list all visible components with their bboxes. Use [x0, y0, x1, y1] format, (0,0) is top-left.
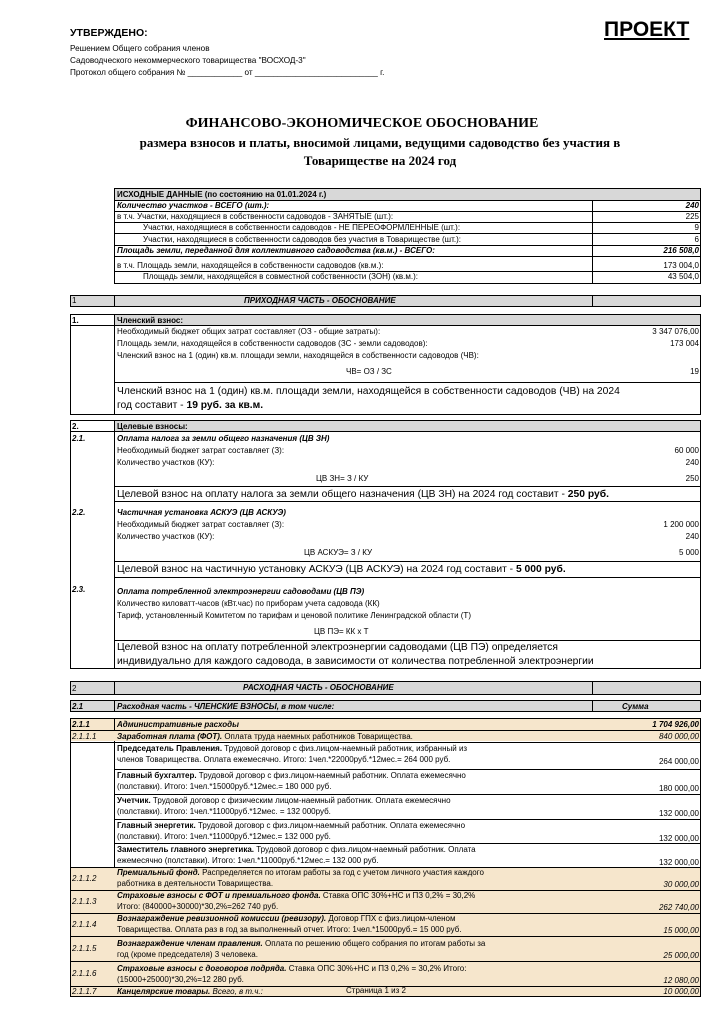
- staff-text: Трудовой договор с физ.лицом-наемный работник. Оплата ежемесячно: [195, 821, 466, 830]
- initial-data-heading: ИСХОДНЫЕ ДАННЫЕ (по состоянию на 01.01.2024 г.): [117, 190, 327, 199]
- expense-item-text: Ставка ОПС 30%+НС и ПЗ 0,2% = 30,2%: [320, 891, 476, 900]
- expense-item-title: Вознаграждение ревизионной комиссии (ревизору).: [117, 914, 327, 923]
- target-item-title: Оплата налога за земли общего назначения (ЦВ ЗН): [117, 434, 330, 443]
- staff-row-recorder: [117, 796, 451, 806]
- target-row-label: Тариф, установленный Комитетом по тарифам и ценовой политике Ленинградской области (Т): [117, 611, 471, 620]
- member-result-amount: 19 руб. за кв.м.: [186, 399, 264, 411]
- initial-row-value: 173 004,0: [663, 261, 699, 270]
- target-result-line-1: Целевой взнос на оплату потребленной электроэнергии садоводами (ЦВ ПЭ) определяется: [117, 642, 558, 653]
- target-item-number: 2.1.: [72, 434, 86, 443]
- expense-item-title: Страховые взносы с ФОТ и премиального фонда.: [117, 891, 321, 900]
- target-row-label: Количество участков (КУ):: [117, 458, 215, 467]
- member-fee-result: [117, 385, 697, 412]
- target-row-label: Количество участков (КУ):: [117, 532, 215, 541]
- expense-item-number: 2.1.1.3: [72, 897, 97, 906]
- expense-item-number: 2.1.1.6: [72, 969, 97, 978]
- target-result: [117, 488, 609, 502]
- member-result-line-2: год составит -: [117, 399, 187, 411]
- fot-label-title: Заработная плата (ФОТ).: [117, 732, 223, 741]
- approval-line-3: Протокол общего собрания № ____________ от ___________________________ г.: [70, 68, 385, 77]
- expense-item-text: Договор ГПХ с физ.лицом-членом: [326, 914, 456, 923]
- expense-item-title: Страховые взносы с договоров подряда.: [117, 964, 287, 973]
- member-row-value: 173 004: [670, 339, 699, 348]
- staff-title: Главный бухгалтер.: [117, 771, 197, 780]
- project-stamp: ПРОЕКТ: [604, 18, 690, 41]
- expense-item-text: Ставка ОПС 30%+НС и ПЗ 0,2% = 30,2% Итого:: [286, 964, 467, 973]
- target-row-label: Количество киловатт-часов (кВт.час) по приборам учета садовода (КК): [117, 599, 380, 608]
- expense-item-number: 2.1.1.5: [72, 944, 97, 953]
- initial-row-value: 225: [685, 212, 699, 221]
- target-result-amount: 5 000 руб.: [515, 564, 566, 575]
- target-result-text: Целевой взнос на частичную установку АСКУЭ (ЦВ АСКУЭ) на 2024 год составит -: [117, 564, 516, 575]
- member-formula-value: 19: [690, 367, 699, 376]
- staff-row-deputy: [117, 845, 476, 855]
- expense-item-title: Канцелярские товары.: [117, 987, 211, 996]
- expense-item-number: 2.1.1.2: [72, 874, 97, 883]
- target-formula: ЦВ АСКУЭ= З / КУ: [304, 548, 373, 557]
- expense-item-value: 30 000,00: [663, 880, 699, 889]
- staff-text-line-2: (полставки). Итого: 1чел.*11000руб.*12мес. = 132 000руб.: [117, 807, 331, 816]
- staff-text-line-2: членов Товарищества. Оплата ежемесячно. Итого: 1чел.*22000руб.*12мес.= 264 000 руб.: [117, 755, 451, 764]
- expense-item-text-line-2: работника в деятельности Товарищества.: [117, 879, 274, 888]
- sum-column-header: Сумма: [622, 702, 649, 711]
- target-formula: ЦВ ПЭ= КК х Т: [314, 627, 369, 636]
- expense-item-text-line-2: Товарищества. Оплата раз в год за выполненный отчет. Итого: 1чел.*15000руб.= 15 000 руб.: [117, 925, 462, 934]
- expense-item-number: 2.1.1.4: [72, 920, 97, 929]
- staff-title: Заместитель главного энергетика.: [117, 845, 255, 854]
- fot-value: 840 000,00: [658, 732, 699, 741]
- target-row-value: 240: [685, 458, 699, 467]
- subtitle-line-2: Товариществе на 2024 год: [303, 153, 457, 168]
- staff-text-line-2: ежемесячно (полставки). Итого: 1чел.*11000руб.*12мес.= 132 000 руб.: [117, 856, 379, 865]
- initial-row-label: Площадь земли, находящейся в совместной собственности (ЗОН) (кв.м.):: [143, 272, 418, 281]
- target-item-number: 2.2.: [72, 508, 86, 517]
- expense-item: [117, 891, 475, 901]
- member-row-label: Членский взнос на 1 (один) кв.м. площади земли, находящейся в собственности садоводов (ЧВ):: [117, 351, 479, 360]
- approval-line-2: Садоводческого некоммерческого товарищества "ВОСХОД-3": [70, 56, 306, 65]
- target-item-title: Частичная установка АСКУЭ (ЦВ АСКУЭ): [117, 508, 286, 517]
- income-section-number: 1: [72, 296, 77, 305]
- expense-item-text-line-2: (15000+25000)*30,2%=12 280 руб.: [117, 975, 244, 984]
- expense-item-number: 2.1.1.7: [72, 987, 97, 996]
- expense-item-value: 262 740,00: [658, 903, 699, 912]
- expense-item: [117, 939, 485, 949]
- expense-item: [117, 868, 484, 878]
- initial-row-value: 9: [694, 223, 699, 232]
- target-result: [117, 641, 697, 668]
- staff-text: Трудовой договор с физическим лицом-наемный работник. Оплата ежемесячно: [150, 796, 451, 805]
- member-row-label: Площадь земли, находящейся в собственности садоводов (ЗС - земли садоводов):: [117, 339, 428, 348]
- staff-text-line-2: (полставки). Итого: 1чел.*11000руб.*12мес.= 132 000 руб.: [117, 832, 331, 841]
- expense-item-value: 12 080,00: [663, 976, 699, 985]
- staff-value: 132 000,00: [658, 834, 699, 843]
- staff-text: Трудовой договор с физ.лицом-наемный работник. Оплата: [254, 845, 476, 854]
- initial-row-label: Количество участков - ВСЕГО (шт.):: [117, 201, 270, 210]
- member-fee-number: 1.: [72, 316, 79, 325]
- staff-value: 180 000,00: [658, 784, 699, 793]
- expense-item-text: Оплата по решению общего собрания по итогам работы за: [262, 939, 486, 948]
- staff-text: Трудовой договор с физ.лицом-наемный работник. Оплата ежемесячно: [196, 771, 466, 780]
- expense-item: [117, 914, 455, 924]
- target-row-label: Необходимый бюджет затрат составляет (З):: [117, 520, 285, 529]
- member-result-line-1: Членский взнос на 1 (один) кв.м. площади земли, находящейся в собственности садоводов (ЧВ) на 2024: [117, 386, 620, 397]
- initial-row-value: 240: [685, 201, 699, 210]
- fot-number: 2.1.1.1: [72, 732, 97, 741]
- approved-heading: УТВЕРЖДЕНО:: [70, 27, 148, 39]
- expense-sub-label: Расходная часть - ЧЛЕНСКИЕ ВЗНОСЫ, в том числе:: [117, 702, 335, 711]
- member-row-label: Необходимый бюджет общих затрат составляет (ОЗ - общие затраты):: [117, 327, 381, 336]
- staff-row-energy: [117, 821, 465, 831]
- target-result: [117, 563, 566, 577]
- target-formula-value: 250: [685, 474, 699, 483]
- initial-row-label: Площадь земли, переданной для коллективного садоводства (кв.м.) - ВСЕГО:: [117, 246, 435, 255]
- member-row-value: 3 347 076,00: [652, 327, 699, 336]
- expense-item-title: Премиальный фонд.: [117, 868, 200, 877]
- expense-item-value: 15 000,00: [663, 926, 699, 935]
- staff-title: Главный энергетик.: [117, 821, 196, 830]
- expense-item-text: Распределяется по итогам работы за год с учетом личного участия каждого: [199, 868, 484, 877]
- document-subtitle: [80, 134, 680, 170]
- expense-item: [117, 987, 263, 997]
- expense-section-title: РАСХОДНАЯ ЧАСТЬ - ОБОСНОВАНИЕ: [243, 683, 394, 692]
- income-section-title: ПРИХОДНАЯ ЧАСТЬ - ОБОСНОВАНИЕ: [244, 296, 396, 305]
- staff-value: 264 000,00: [658, 757, 699, 766]
- staff-text-line-2: (полставки). Итого: 1чел.*15000руб.*12мес.= 180 000 руб.: [117, 782, 332, 791]
- member-fee-title: Членский взнос:: [117, 316, 184, 325]
- fot-label: [117, 732, 413, 742]
- expense-sub-number: 2.1: [72, 702, 84, 711]
- target-result-line-2: индивидуально для каждого садовода, в зависимости от количества потребленной электроэнергии: [117, 655, 594, 667]
- initial-row-label: Участки, находящиеся в собственности садоводов - НЕ ПЕРЕОФОРМЛЕННЫЕ (шт.):: [143, 223, 461, 232]
- initial-row-label: в т.ч. Площадь земли, находящейся в собственности садоводов (кв.м.):: [117, 261, 384, 270]
- target-row-label: Необходимый бюджет затрат составляет (З):: [117, 446, 285, 455]
- target-result-amount: 250 руб.: [567, 489, 609, 500]
- initial-row-value: 43 504,0: [667, 272, 699, 281]
- staff-value: 132 000,00: [658, 809, 699, 818]
- member-formula: ЧВ= ОЗ / ЗС: [346, 367, 392, 376]
- expense-item-text-line-2: год (кроме председателя) 3 человека.: [117, 950, 258, 959]
- staff-row-chairman: [117, 744, 467, 754]
- staff-text: Трудовой договор с физ.лицом-наемный работник, избранный из: [222, 744, 468, 753]
- target-row-value: 240: [685, 532, 699, 541]
- initial-row-label: Участки, находящиеся в собственности садоводов без участия в Товариществе (шт.):: [143, 235, 461, 244]
- expense-item-text-line-2: Итого: (840000+30000)*30,2%=262 740 руб.: [117, 902, 279, 911]
- expense-item-text: Всего, в т.ч.:: [210, 987, 263, 996]
- subtitle-line-1: размера взносов и платы, вносимой лицами, ведущими садоводство без участия в: [139, 135, 621, 150]
- initial-row-label: в т.ч. Участки, находящиеся в собственности садоводов - ЗАНЯТЫЕ (шт.):: [117, 212, 394, 221]
- approval-line-1: Решением Общего собрания членов: [70, 44, 210, 53]
- target-fees-number: 2.: [72, 422, 79, 431]
- initial-row-value: 6: [694, 235, 699, 244]
- staff-row-accountant: [117, 771, 466, 781]
- expense-item-title: Вознаграждение членам правления.: [117, 939, 263, 948]
- fot-label-text: Оплата труда наемных работников Товарищества.: [222, 732, 413, 741]
- staff-title: Председатель Правления.: [117, 744, 223, 753]
- target-formula-value: 5 000: [678, 548, 699, 557]
- expense-section-number: 2: [72, 684, 77, 693]
- initial-row-value: 216 508,0: [663, 246, 699, 255]
- expense-item-value: 25 000,00: [663, 951, 699, 960]
- document-title: ФИНАНСОВО-ЭКОНОМИЧЕСКОЕ ОБОСНОВАНИЕ: [185, 116, 539, 131]
- admin-value: 1 704 926,00: [652, 720, 699, 729]
- expense-item: [117, 964, 466, 974]
- target-result-text: Целевой взнос на оплату налога за земли общего назначения (ЦВ ЗН) на 2024 год составит -: [117, 489, 568, 500]
- target-formula: ЦВ ЗН= З / КУ: [316, 474, 369, 483]
- admin-label: Административные расходы: [117, 720, 239, 729]
- staff-title: Учетчик.: [117, 796, 151, 805]
- staff-value: 132 000,00: [658, 858, 699, 867]
- target-fees-title: Целевые взносы:: [117, 422, 188, 431]
- expense-item-value: 10 000,00: [663, 987, 699, 996]
- page-number: Страница 1 из 2: [346, 986, 406, 995]
- target-item-title: Оплата потребленной электроэнергии садоводами (ЦВ ПЭ): [117, 587, 365, 596]
- target-row-value: 60 000: [674, 446, 699, 455]
- target-row-value: 1 200 000: [663, 520, 699, 529]
- admin-number: 2.1.1: [72, 720, 90, 729]
- target-item-number: 2.3.: [72, 585, 86, 594]
